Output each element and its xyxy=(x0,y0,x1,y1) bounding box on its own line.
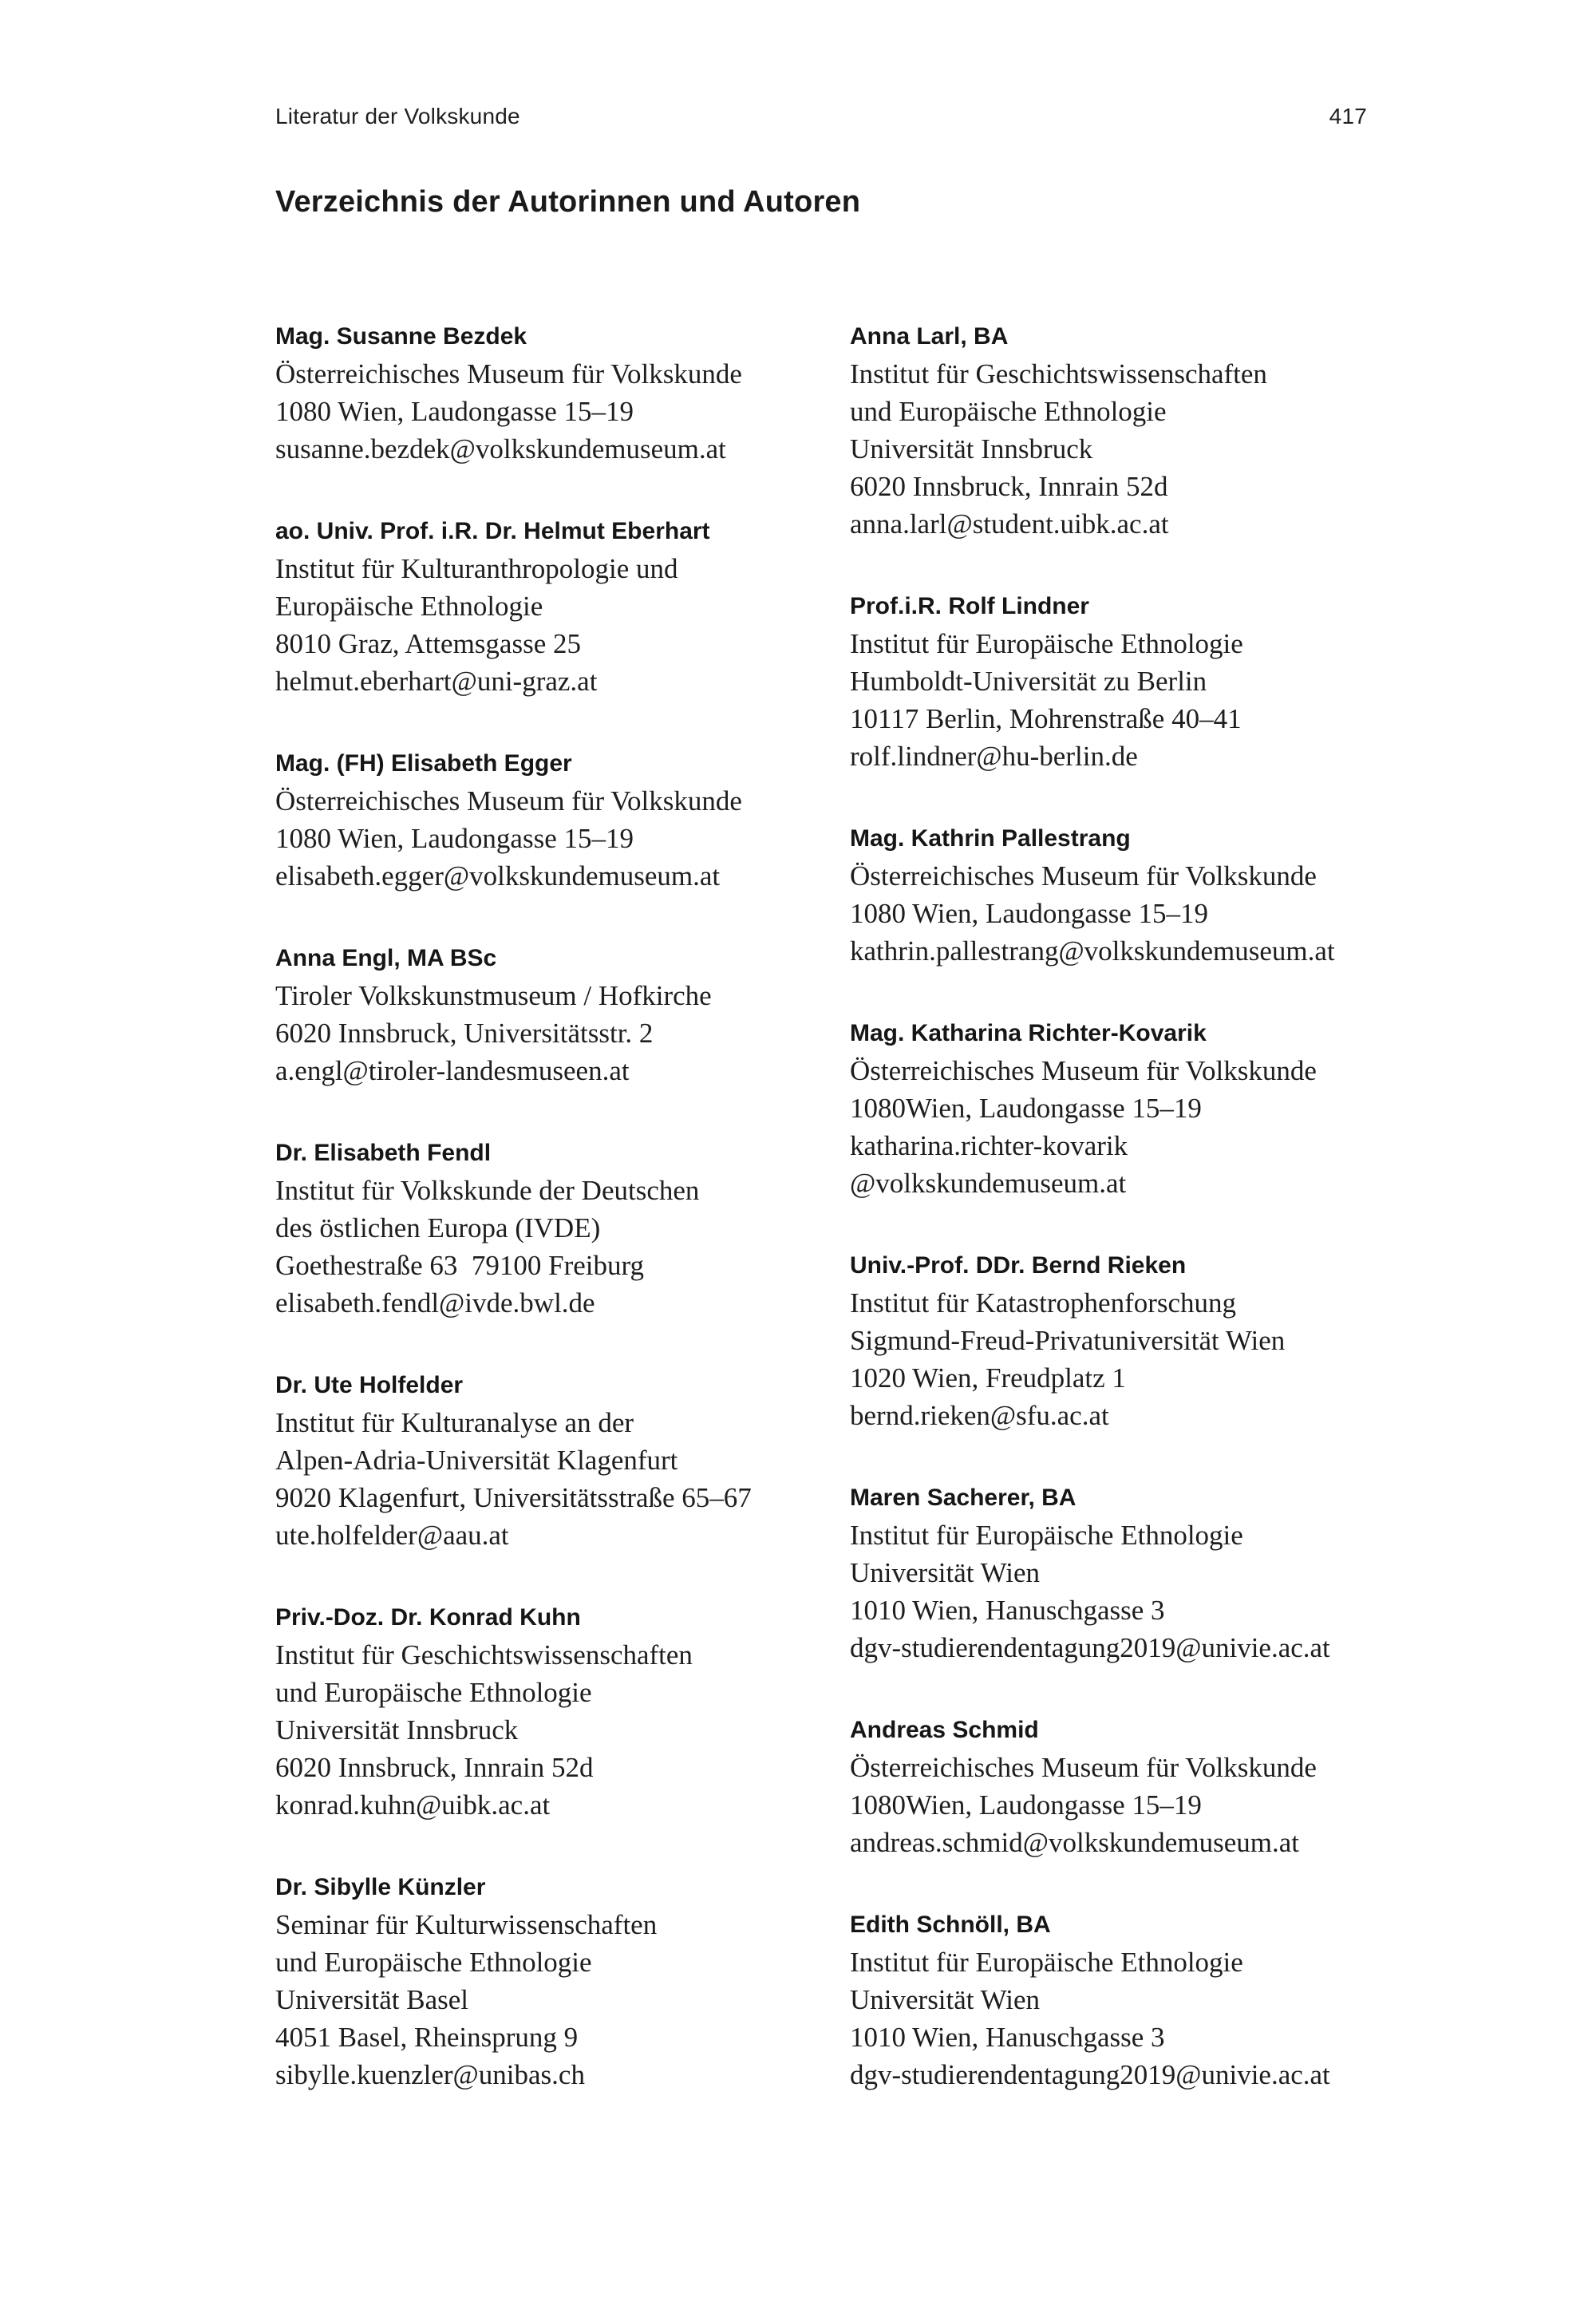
author-address-line: 1080 Wien, Laudongasse 15–19 xyxy=(275,823,634,854)
right-column xyxy=(850,318,1404,2138)
author-name: Anna Larl, BA xyxy=(850,323,1009,350)
author-address-line: 10117 Berlin, Mohrenstraße 40–41 xyxy=(850,703,1242,734)
author-address-line: Humboldt-Universität zu Berlin xyxy=(850,666,1207,697)
author-email-line: andreas.schmid@volkskundemuseum.at xyxy=(850,1827,1299,1858)
author-address-line: Institut für Geschichtswissenschaften xyxy=(850,358,1267,389)
author-name: Dr. Ute Holfelder xyxy=(275,1372,464,1398)
author-address-line: 6020 Innsbruck, Innrain 52d xyxy=(850,471,1168,502)
author-name: Mag. Katharina Richter-Kovarik xyxy=(850,1020,1207,1046)
author-entry xyxy=(850,318,1404,543)
author-address-line: Institut für Kulturanthropologie und xyxy=(275,553,678,584)
author-address-line: Seminar für Kulturwissenschaften xyxy=(275,1909,658,1940)
author-address-line: Universität Wien xyxy=(850,1557,1041,1588)
left-column xyxy=(275,318,850,2138)
author-address-line: Universität Basel xyxy=(275,1984,469,2015)
author-entry xyxy=(850,1479,1404,1667)
author-name: Maren Sacherer, BA xyxy=(850,1485,1077,1511)
author-address-line: Österreichisches Museum für Volkskunde xyxy=(275,358,742,389)
author-name: Mag. (FH) Elisabeth Egger xyxy=(275,750,572,777)
author-email-line: elisabeth.fendl@ivde.bwl.de xyxy=(275,1287,595,1319)
author-entry xyxy=(850,1711,1404,1861)
author-entry xyxy=(850,1247,1404,1434)
author-email-line: elisabeth.egger@volkskundemuseum.at xyxy=(275,860,721,892)
author-address-line: Österreichisches Museum für Volkskunde xyxy=(275,785,742,816)
author-address-line: Alpen-Adria-Universität Klagenfurt xyxy=(275,1445,678,1476)
author-address-line: 1010 Wien, Hanuschgasse 3 xyxy=(850,2022,1165,2053)
page-title: Verzeichnis der Autorinnen und Autoren xyxy=(275,185,861,219)
author-address-line: und Europäische Ethnologie xyxy=(850,396,1167,427)
author-name: ao. Univ. Prof. i.R. Dr. Helmut Eberhart xyxy=(275,518,710,544)
author-email-line: sibylle.kuenzler@unibas.ch xyxy=(275,2059,585,2090)
page-number: 417 xyxy=(1329,104,1367,128)
author-address-line: Österreichisches Museum für Volkskunde xyxy=(850,860,1317,892)
author-name: Mag. Susanne Bezdek xyxy=(275,323,527,350)
author-entry xyxy=(275,1366,850,1554)
author-address-line: Institut für Katastrophenforschung xyxy=(850,1287,1237,1319)
author-address-line: Institut für Europäische Ethnologie xyxy=(850,1947,1243,1978)
author-name: Mag. Kathrin Pallestrang xyxy=(850,825,1131,852)
author-address-line: Institut für Volkskunde der Deutschen xyxy=(275,1175,700,1206)
author-address-line: 1080 Wien, Laudongasse 15–19 xyxy=(275,396,634,427)
author-address-line: Institut für Europäische Ethnologie xyxy=(850,628,1243,659)
author-entry xyxy=(850,1014,1404,1202)
author-entry xyxy=(850,1906,1404,2094)
author-email-line: a.engl@tiroler-landesmuseen.at xyxy=(275,1055,630,1086)
author-directory xyxy=(275,318,1404,2138)
author-address-line: Institut für Kulturanalyse an der xyxy=(275,1407,634,1438)
author-address-line: Europäische Ethnologie xyxy=(275,591,543,622)
author-address-line: Sigmund-Freud-Privatuniversität Wien xyxy=(850,1325,1286,1356)
author-name: Dr. Sibylle Künzler xyxy=(275,1874,486,1900)
author-entry xyxy=(850,820,1404,970)
author-address-line: und Europäische Ethnologie xyxy=(275,1947,592,1978)
author-address-line: Institut für Europäische Ethnologie xyxy=(850,1520,1243,1551)
author-name: Edith Schnöll, BA xyxy=(850,1912,1051,1938)
author-name: Andreas Schmid xyxy=(850,1717,1039,1743)
author-name: Dr. Elisabeth Fendl xyxy=(275,1140,492,1166)
author-address-line: 1020 Wien, Freudplatz 1 xyxy=(850,1362,1126,1394)
author-address-line: 6020 Innsbruck, Universitätsstr. 2 xyxy=(275,1018,654,1049)
author-email-line: @volkskundemuseum.at xyxy=(850,1168,1127,1199)
author-address-line: Universität Innsbruck xyxy=(275,1714,519,1746)
author-address-line: katharina.richter-kovarik xyxy=(850,1130,1128,1161)
author-address-line: Goethestraße 63 79100 Freiburg xyxy=(275,1250,645,1281)
author-address-line: 6020 Innsbruck, Innrain 52d xyxy=(275,1752,594,1783)
author-name: Univ.-Prof. DDr. Bernd Rieken xyxy=(850,1252,1187,1279)
author-entry xyxy=(275,1868,850,2094)
author-email-line: ute.holfelder@aau.at xyxy=(275,1520,509,1551)
author-entry xyxy=(850,587,1404,775)
author-address-line: 1080Wien, Laudongasse 15–19 xyxy=(850,1093,1202,1124)
author-address-line: Österreichisches Museum für Volkskunde xyxy=(850,1055,1317,1086)
author-address-line: 1080Wien, Laudongasse 15–19 xyxy=(850,1789,1202,1821)
author-entry xyxy=(275,1134,850,1322)
author-name: Anna Engl, MA BSc xyxy=(275,945,497,971)
author-email-line: dgv-studierendentagung2019@univie.ac.at xyxy=(850,1632,1330,1663)
author-address-line: 4051 Basel, Rheinsprung 9 xyxy=(275,2022,579,2053)
author-entry xyxy=(275,318,850,468)
author-email-line: bernd.rieken@sfu.ac.at xyxy=(850,1400,1109,1431)
author-address-line: Österreichisches Museum für Volkskunde xyxy=(850,1752,1317,1783)
author-name: Priv.-Doz. Dr. Konrad Kuhn xyxy=(275,1604,581,1631)
author-email-line: anna.larl@student.uibk.ac.at xyxy=(850,508,1169,540)
author-email-line: rolf.lindner@hu-berlin.de xyxy=(850,741,1138,772)
author-email-line: susanne.bezdek@volkskundemuseum.at xyxy=(275,433,726,465)
author-entry xyxy=(275,745,850,895)
author-address-line: 8010 Graz, Attemsgasse 25 xyxy=(275,628,581,659)
author-email-line: dgv-studierendentagung2019@univie.ac.at xyxy=(850,2059,1330,2090)
author-entry xyxy=(275,512,850,700)
author-email-line: helmut.eberhart@uni-graz.at xyxy=(275,666,598,697)
author-email-line: konrad.kuhn@uibk.ac.at xyxy=(275,1789,551,1821)
author-address-line: des östlichen Europa (IVDE) xyxy=(275,1212,601,1243)
author-address-line: 1080 Wien, Laudongasse 15–19 xyxy=(850,898,1208,929)
running-title: Literatur der Volkskunde xyxy=(275,104,520,128)
author-address-line: Tiroler Volkskunstmuseum / Hofkirche xyxy=(275,980,712,1011)
author-entry xyxy=(275,1599,850,1824)
running-head xyxy=(275,104,1367,129)
author-address-line: Institut für Geschichtswissenschaften xyxy=(275,1639,693,1670)
author-entry xyxy=(275,939,850,1089)
author-address-line: 1010 Wien, Hanuschgasse 3 xyxy=(850,1595,1165,1626)
author-address-line: Universität Innsbruck xyxy=(850,433,1093,465)
author-name: Prof.i.R. Rolf Lindner xyxy=(850,593,1089,619)
author-address-line: Universität Wien xyxy=(850,1984,1041,2015)
author-email-line: kathrin.pallestrang@volkskundemuseum.at xyxy=(850,935,1335,967)
author-address-line: und Europäische Ethnologie xyxy=(275,1677,592,1708)
author-address-line: 9020 Klagenfurt, Universitätsstraße 65–67 xyxy=(275,1482,752,1513)
